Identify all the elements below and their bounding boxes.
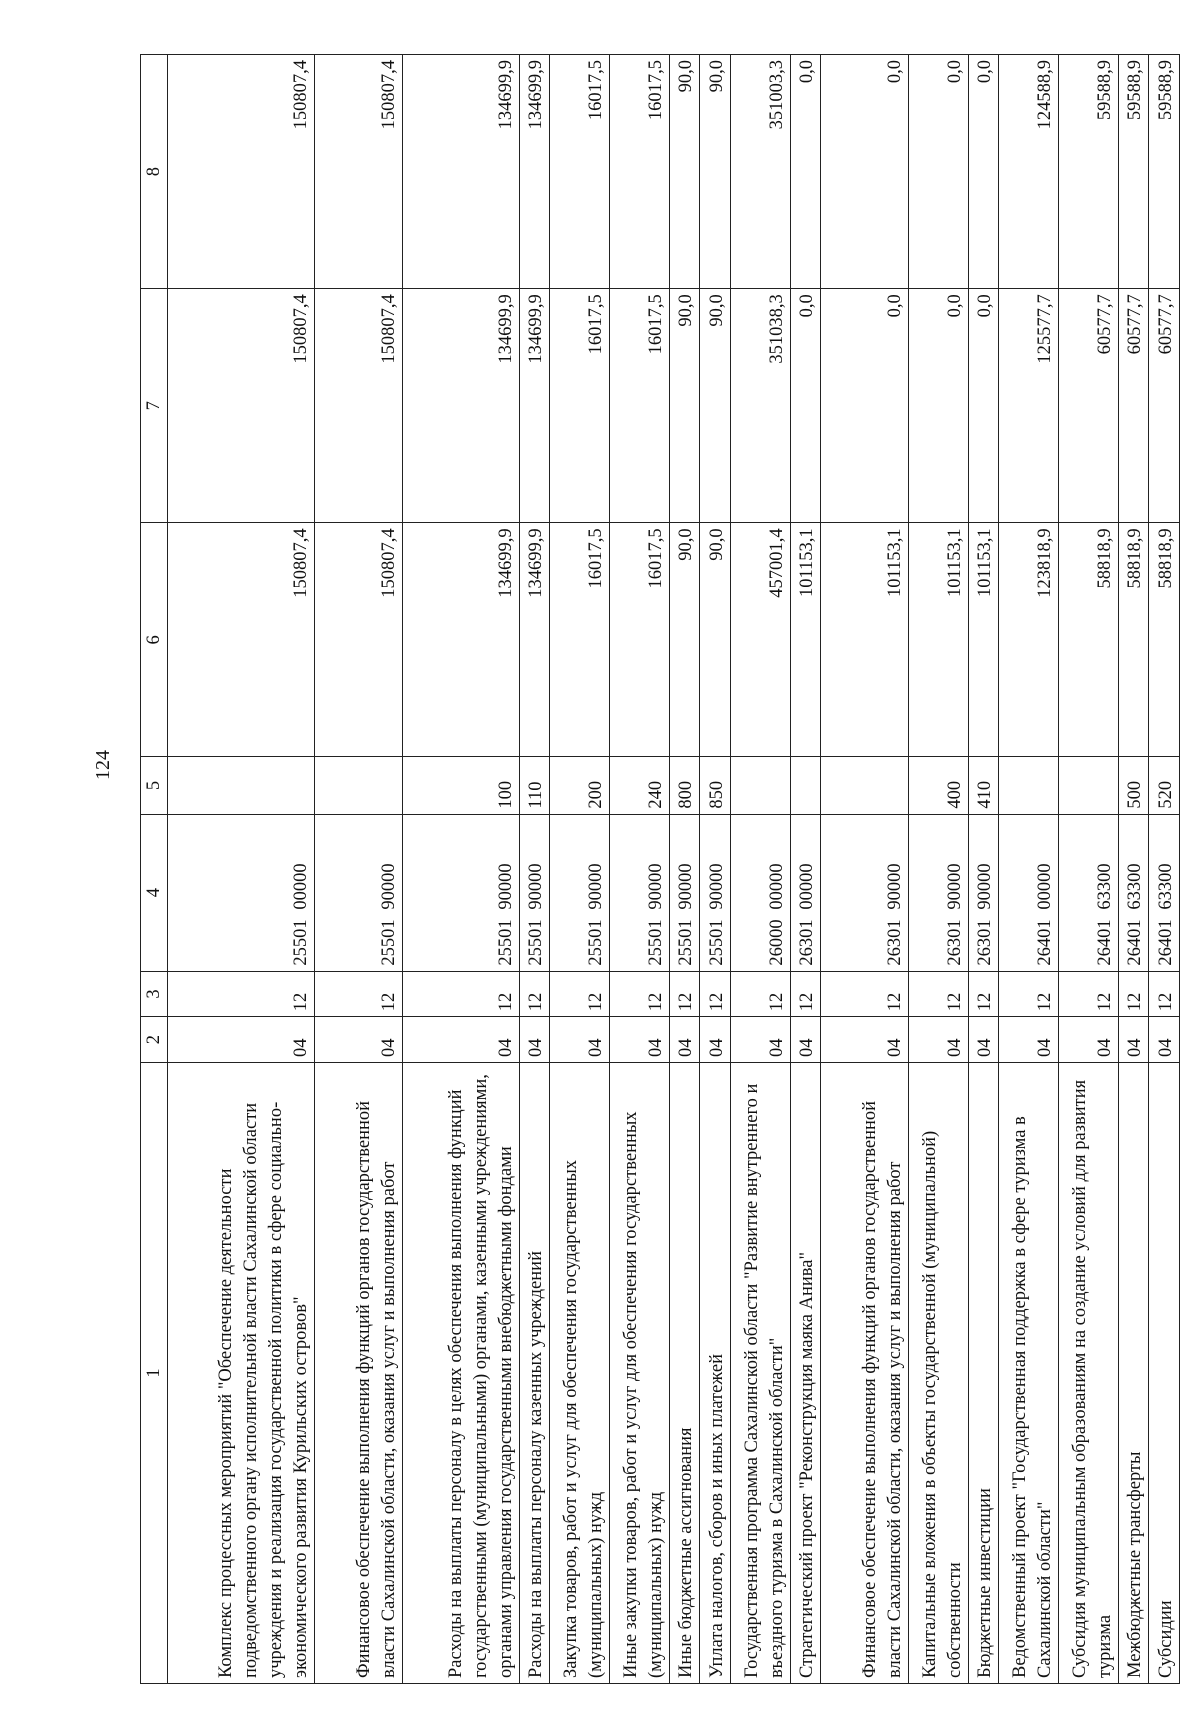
- table-row: [999, 55, 1059, 1684]
- vr-cell: 800: [669, 757, 699, 814]
- value-col8-cell: 59588,9: [1118, 55, 1148, 289]
- csr-cell: [999, 814, 1059, 971]
- value-col6-cell: 150807,4: [168, 523, 315, 757]
- value-col7-cell: 134699,9: [519, 289, 549, 523]
- csr-program-code: 25501: [586, 919, 607, 966]
- row-name-cell: Закупка товаров, работ и услуг для обеспечения государственных (муниципальных) нужд: [550, 1062, 610, 1683]
- csr-direction-code: 90000: [495, 863, 516, 910]
- rz-cell: 04: [1149, 1017, 1180, 1063]
- csr-program-code: 26401: [1035, 919, 1056, 966]
- vr-cell: 520: [1149, 757, 1180, 814]
- csr-cell: [730, 814, 790, 971]
- csr-cell: [968, 814, 998, 971]
- value-col6-cell: 134699,9: [402, 523, 519, 757]
- csr-cell: [700, 814, 730, 971]
- vr-cell: 410: [968, 757, 998, 814]
- value-col7-cell: 0,0: [909, 289, 969, 523]
- header-cell: 5: [141, 757, 168, 814]
- value-col6-cell: 101153,1: [968, 523, 998, 757]
- csr-direction-code: 90000: [885, 863, 906, 910]
- row-name-cell: Капитальные вложения в объекты государственной (муниципальной) собственности: [909, 1062, 969, 1683]
- row-name-cell: Бюджетные инвестиции: [968, 1062, 998, 1683]
- value-col7-cell: 134699,9: [402, 289, 519, 523]
- header-cell: 6: [141, 523, 168, 757]
- row-name-cell: Уплата налогов, сборов и иных платежей: [700, 1062, 730, 1683]
- vr-cell: 850: [700, 757, 730, 814]
- budget-table-rotated: [140, 54, 1180, 1684]
- csr-direction-code: 90000: [676, 863, 697, 910]
- pr-cell: 12: [700, 971, 730, 1017]
- value-col6-cell: 457001,4: [730, 523, 790, 757]
- header-cell: 7: [141, 289, 168, 523]
- csr-direction-code: 90000: [645, 863, 666, 910]
- value-col8-cell: 59588,9: [1149, 55, 1180, 289]
- value-col7-cell: 150807,4: [168, 289, 315, 523]
- row-name-cell: Субсидии: [1149, 1062, 1180, 1683]
- row-name-cell: Межбюджетные трансферты: [1118, 1062, 1148, 1683]
- table-row: [1149, 55, 1180, 1684]
- vr-cell: 500: [1118, 757, 1148, 814]
- row-name-cell: Финансовое обеспечение выполнения функций органов государственной власти Сахалинской области, оказания услуг и выполнения работ: [821, 1062, 909, 1683]
- value-col8-cell: 0,0: [790, 55, 820, 289]
- rz-cell: 04: [1118, 1017, 1148, 1063]
- vr-cell: 400: [909, 757, 969, 814]
- rz-cell: 04: [314, 1017, 402, 1063]
- row-name-cell: Финансовое обеспечение выполнения функций органов государственной власти Сахалинской области, оказания услуг и выполнения работ: [314, 1062, 402, 1683]
- vr-cell: [999, 757, 1059, 814]
- csr-cell: [402, 814, 519, 971]
- value-col6-cell: 90,0: [700, 523, 730, 757]
- pr-cell: 12: [610, 971, 670, 1017]
- csr-cell: [610, 814, 670, 971]
- csr-cell: [821, 814, 909, 971]
- rz-cell: 04: [610, 1017, 670, 1063]
- csr-cell: [1149, 814, 1180, 971]
- pr-cell: 12: [999, 971, 1059, 1017]
- csr-cell: [168, 814, 315, 971]
- value-col7-cell: 351038,3: [730, 289, 790, 523]
- csr-direction-code: 63300: [1094, 863, 1115, 910]
- rz-cell: 04: [402, 1017, 519, 1063]
- table-row: [968, 55, 998, 1684]
- value-col6-cell: 101153,1: [821, 523, 909, 757]
- value-col6-cell: 16017,5: [550, 523, 610, 757]
- value-col6-cell: 58818,9: [1118, 523, 1148, 757]
- csr-direction-code: 63300: [1125, 863, 1146, 910]
- vr-cell: 110: [519, 757, 549, 814]
- value-col8-cell: 90,0: [700, 55, 730, 289]
- rz-cell: 04: [1059, 1017, 1119, 1063]
- header-cell: 3: [141, 971, 168, 1017]
- csr-program-code: 25501: [290, 919, 311, 966]
- csr-cell: [669, 814, 699, 971]
- pr-cell: 12: [1059, 971, 1119, 1017]
- value-col8-cell: 16017,5: [610, 55, 670, 289]
- value-col7-cell: 16017,5: [610, 289, 670, 523]
- csr-direction-code: 90000: [586, 863, 607, 910]
- row-name-cell: Расходы на выплаты персоналу в целях обеспечения выполнения функций государственными (муниципальными) органами, казенными учреждениями, органами управления государственными внебюджетными фондами: [402, 1062, 519, 1683]
- table-row: [402, 55, 519, 1684]
- row-name-cell: Иные закупки товаров, работ и услуг для обеспечения государственных (муниципальных) нужд: [610, 1062, 670, 1683]
- csr-program-code: 26301: [885, 919, 906, 966]
- table-row: [821, 55, 909, 1684]
- pr-cell: 12: [402, 971, 519, 1017]
- table-row: [909, 55, 969, 1684]
- table-row: [1118, 55, 1148, 1684]
- csr-cell: [1059, 814, 1119, 971]
- value-col6-cell: 101153,1: [790, 523, 820, 757]
- csr-program-code: 25501: [676, 919, 697, 966]
- csr-cell: [550, 814, 610, 971]
- csr-direction-code: 90000: [706, 863, 727, 910]
- csr-program-code: 25501: [706, 919, 727, 966]
- table-row: [550, 55, 610, 1684]
- rz-cell: 04: [790, 1017, 820, 1063]
- value-col6-cell: 101153,1: [909, 523, 969, 757]
- table-row: [168, 55, 315, 1684]
- csr-direction-code: 90000: [378, 863, 399, 910]
- rz-cell: 04: [550, 1017, 610, 1063]
- pr-cell: 12: [968, 971, 998, 1017]
- table-row: [610, 55, 670, 1684]
- pr-cell: 12: [909, 971, 969, 1017]
- pr-cell: 12: [168, 971, 315, 1017]
- vr-cell: [821, 757, 909, 814]
- value-col7-cell: 0,0: [790, 289, 820, 523]
- csr-direction-code: 63300: [1156, 863, 1176, 910]
- value-col6-cell: 16017,5: [610, 523, 670, 757]
- value-col8-cell: 59588,9: [1059, 55, 1119, 289]
- csr-program-code: 25501: [526, 919, 547, 966]
- value-col6-cell: 58818,9: [1059, 523, 1119, 757]
- table-row: [1059, 55, 1119, 1684]
- csr-program-code: 26401: [1125, 919, 1146, 966]
- csr-cell: [909, 814, 969, 971]
- csr-direction-code: 00000: [766, 863, 787, 910]
- vr-cell: 200: [550, 757, 610, 814]
- value-col8-cell: 0,0: [821, 55, 909, 289]
- header-cell: 4: [141, 814, 168, 971]
- table-row: [790, 55, 820, 1684]
- csr-program-code: 26301: [944, 919, 965, 966]
- pr-cell: 12: [821, 971, 909, 1017]
- value-col8-cell: 0,0: [968, 55, 998, 289]
- value-col6-cell: 134699,9: [519, 523, 549, 757]
- table-row: [519, 55, 549, 1684]
- pr-cell: 12: [669, 971, 699, 1017]
- csr-program-code: 26000: [766, 919, 787, 966]
- csr-program-code: 26301: [975, 919, 996, 966]
- table-row: [730, 55, 790, 1684]
- value-col7-cell: 16017,5: [550, 289, 610, 523]
- value-col8-cell: 16017,5: [550, 55, 610, 289]
- value-col8-cell: 134699,9: [402, 55, 519, 289]
- value-col6-cell: 90,0: [669, 523, 699, 757]
- table-row: [669, 55, 699, 1684]
- value-col8-cell: 0,0: [909, 55, 969, 289]
- csr-program-code: 26401: [1094, 919, 1115, 966]
- pr-cell: 12: [550, 971, 610, 1017]
- vr-cell: [314, 757, 402, 814]
- csr-program-code: 25501: [495, 919, 516, 966]
- row-name-cell: Субсидия муниципальным образованиям на создание условий для развития туризма: [1059, 1062, 1119, 1683]
- value-col6-cell: 150807,4: [314, 523, 402, 757]
- rz-cell: 04: [821, 1017, 909, 1063]
- vr-cell: 240: [610, 757, 670, 814]
- csr-program-code: 25501: [645, 919, 666, 966]
- vr-cell: 100: [402, 757, 519, 814]
- vr-cell: [1059, 757, 1119, 814]
- rz-cell: 04: [909, 1017, 969, 1063]
- row-name-cell: Расходы на выплаты персоналу казенных учреждений: [519, 1062, 549, 1683]
- csr-direction-code: 90000: [975, 863, 996, 910]
- value-col8-cell: 134699,9: [519, 55, 549, 289]
- rz-cell: 04: [700, 1017, 730, 1063]
- header-cell: 2: [141, 1017, 168, 1063]
- value-col7-cell: 150807,4: [314, 289, 402, 523]
- header-cell: 8: [141, 55, 168, 289]
- value-col8-cell: 351003,3: [730, 55, 790, 289]
- value-col6-cell: 123818,9: [999, 523, 1059, 757]
- value-col7-cell: 0,0: [968, 289, 998, 523]
- pr-cell: 12: [314, 971, 402, 1017]
- rz-cell: 04: [519, 1017, 549, 1063]
- value-col8-cell: 124588,9: [999, 55, 1059, 289]
- value-col8-cell: 90,0: [669, 55, 699, 289]
- pr-cell: 12: [519, 971, 549, 1017]
- csr-direction-code: 00000: [290, 863, 311, 910]
- header-cell: 1: [141, 1062, 168, 1683]
- value-col7-cell: 60577,7: [1149, 289, 1180, 523]
- csr-program-code: 26301: [797, 919, 818, 966]
- value-col7-cell: 60577,7: [1059, 289, 1119, 523]
- value-col7-cell: 125577,7: [999, 289, 1059, 523]
- csr-direction-code: 00000: [1035, 863, 1056, 910]
- pr-cell: 12: [1118, 971, 1148, 1017]
- row-name-cell: Ведомственный проект "Государственная поддержка в сфере туризма в Сахалинской области": [999, 1062, 1059, 1683]
- csr-cell: [314, 814, 402, 971]
- row-name-cell: Иные бюджетные ассигнования: [669, 1062, 699, 1683]
- csr-cell: [1118, 814, 1148, 971]
- pr-cell: 12: [730, 971, 790, 1017]
- header-row: [141, 55, 168, 1684]
- rz-cell: 04: [999, 1017, 1059, 1063]
- pr-cell: 12: [1149, 971, 1180, 1017]
- table-row: [700, 55, 730, 1684]
- csr-program-code: 25501: [378, 919, 399, 966]
- vr-cell: [790, 757, 820, 814]
- budget-table: [140, 54, 1180, 1684]
- rz-cell: 04: [730, 1017, 790, 1063]
- table-row: [314, 55, 402, 1684]
- value-col6-cell: 58818,9: [1149, 523, 1180, 757]
- page-number: 124: [91, 750, 114, 780]
- csr-direction-code: 90000: [526, 863, 547, 910]
- vr-cell: [730, 757, 790, 814]
- rz-cell: 04: [968, 1017, 998, 1063]
- row-name-cell: Государственная программа Сахалинской области "Развитие внутреннего и въездного туризма в Сахалинской области": [730, 1062, 790, 1683]
- vr-cell: [168, 757, 315, 814]
- row-name-cell: Стратегический проект "Реконструкция маяка Анива": [790, 1062, 820, 1683]
- pr-cell: 12: [790, 971, 820, 1017]
- csr-direction-code: 00000: [797, 863, 818, 910]
- rz-cell: 04: [669, 1017, 699, 1063]
- csr-cell: [790, 814, 820, 971]
- value-col7-cell: 90,0: [700, 289, 730, 523]
- value-col7-cell: 0,0: [821, 289, 909, 523]
- value-col8-cell: 150807,4: [314, 55, 402, 289]
- value-col7-cell: 90,0: [669, 289, 699, 523]
- value-col8-cell: 150807,4: [168, 55, 315, 289]
- rz-cell: 04: [168, 1017, 315, 1063]
- value-col7-cell: 60577,7: [1118, 289, 1148, 523]
- csr-program-code: 26401: [1156, 919, 1176, 966]
- row-name-cell: Комплекс процессных мероприятий "Обеспечение деятельности подведомственного органу исполнительной власти Сахалинской области учреждения и реализация государственной политики в сфере социально-экономического развития Курильских островов": [168, 1062, 315, 1683]
- csr-cell: [519, 814, 549, 971]
- csr-direction-code: 90000: [944, 863, 965, 910]
